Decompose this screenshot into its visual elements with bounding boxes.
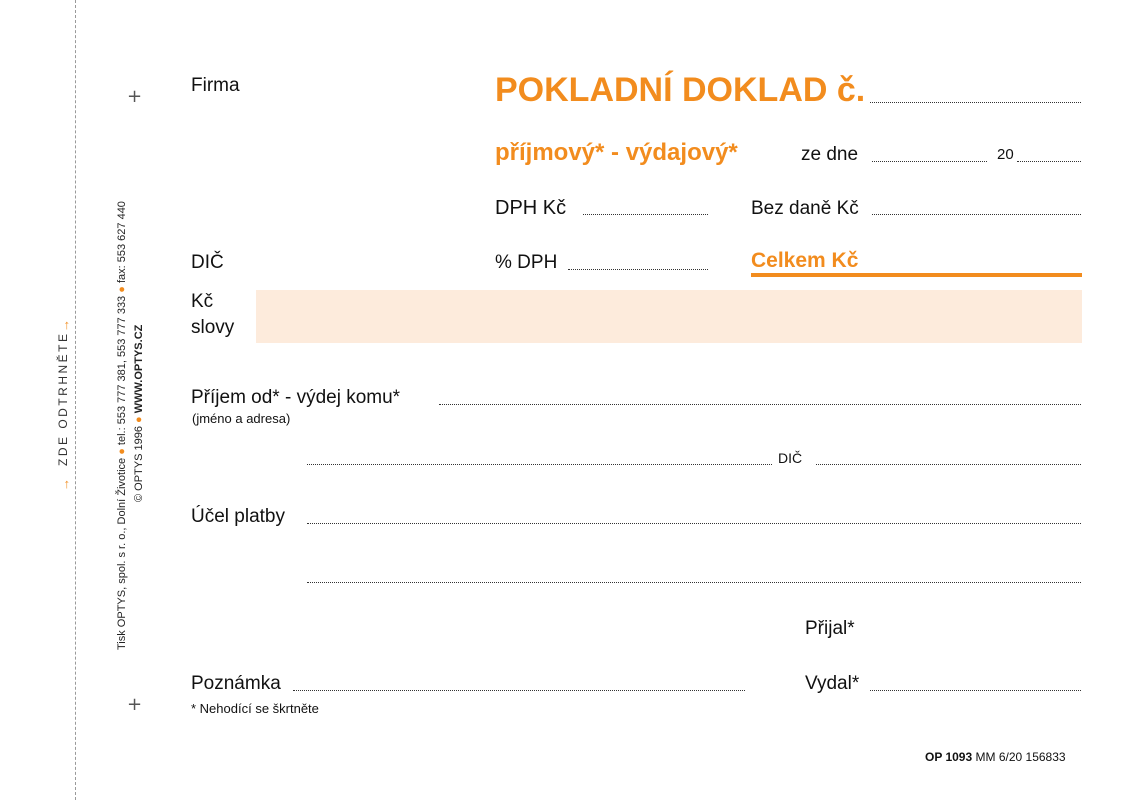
- printer-phone: tel.: 553 777 381, 553 777 333: [116, 295, 128, 446]
- name-address-hint: (jméno a adresa): [192, 411, 291, 426]
- printer-website: WWW.OPTYS.CZ: [133, 324, 145, 414]
- bullet-icon: ●: [116, 286, 128, 293]
- bullet-icon: ●: [116, 448, 128, 455]
- net-amount-label: Bez daně Kč: [751, 198, 859, 219]
- payer-tax-id-label: DIČ: [778, 450, 803, 466]
- tear-off-dashed-line: [75, 0, 76, 800]
- payment-purpose-field-2[interactable]: [307, 582, 1081, 583]
- vat-amount-label: DPH Kč: [495, 197, 567, 219]
- year-prefix: 20: [997, 146, 1014, 163]
- form-code-bold: OP 1093: [925, 750, 973, 764]
- document-number-field[interactable]: [870, 102, 1081, 103]
- received-by-label: Přijal*: [805, 618, 855, 639]
- amount-in-words-field[interactable]: [256, 290, 1082, 343]
- issued-by-field[interactable]: [870, 690, 1081, 691]
- amount-words-label-slovy: slovy: [191, 317, 235, 338]
- net-amount-field[interactable]: [872, 214, 1081, 215]
- payment-purpose-field[interactable]: [307, 523, 1081, 524]
- tear-off-label: ZDE ODTRHNĚTE: [56, 331, 70, 466]
- printer-address: Tisk OPTYS, spol. s r. o., Dolní Životice: [116, 457, 128, 650]
- printer-copyright-line: [133, 325, 145, 502]
- form-code-rest: MM 6/20 156833: [975, 750, 1066, 764]
- printer-fax: fax: 553 627 440: [116, 201, 128, 284]
- total-underline: [751, 273, 1082, 277]
- payer-payee-label: Příjem od* - výdej komu*: [191, 387, 401, 408]
- payer-payee-field[interactable]: [439, 404, 1081, 405]
- vat-amount-field[interactable]: [583, 214, 708, 215]
- vat-percent-label: % DPH: [495, 252, 558, 273]
- bullet-icon: ●: [133, 416, 145, 423]
- document-title: POKLADNÍ DOKLAD č.: [495, 71, 866, 109]
- tax-id-label: DIČ: [191, 252, 224, 273]
- registration-mark-top: +: [127, 86, 143, 107]
- registration-mark-bottom: +: [127, 694, 143, 715]
- receipt-type-selector: příjmový* - výdajový*: [495, 139, 738, 166]
- printer-copyright: © OPTYS 1996: [133, 426, 145, 502]
- payer-tax-id-field[interactable]: [816, 464, 1081, 465]
- payment-purpose-label: Účel platby: [191, 506, 285, 527]
- vat-percent-field[interactable]: [568, 269, 708, 270]
- strike-out-note: * Nehodící se škrtněte: [191, 701, 319, 716]
- company-label: Firma: [191, 75, 240, 96]
- printer-info-line: [116, 201, 128, 650]
- note-label: Poznámka: [191, 673, 281, 694]
- note-field[interactable]: [293, 690, 745, 691]
- form-code: [925, 750, 1066, 764]
- issued-by-label: Vydal*: [805, 673, 860, 694]
- tear-arrow-top-icon: →: [57, 319, 72, 332]
- amount-words-label-kc: Kč: [191, 291, 214, 312]
- address-field[interactable]: [307, 464, 772, 465]
- tear-arrow-bottom-icon: →: [57, 478, 72, 491]
- year-field[interactable]: [1017, 161, 1081, 162]
- date-field[interactable]: [872, 161, 987, 162]
- total-label: Celkem Kč: [751, 249, 859, 272]
- date-label: ze dne: [801, 144, 859, 165]
